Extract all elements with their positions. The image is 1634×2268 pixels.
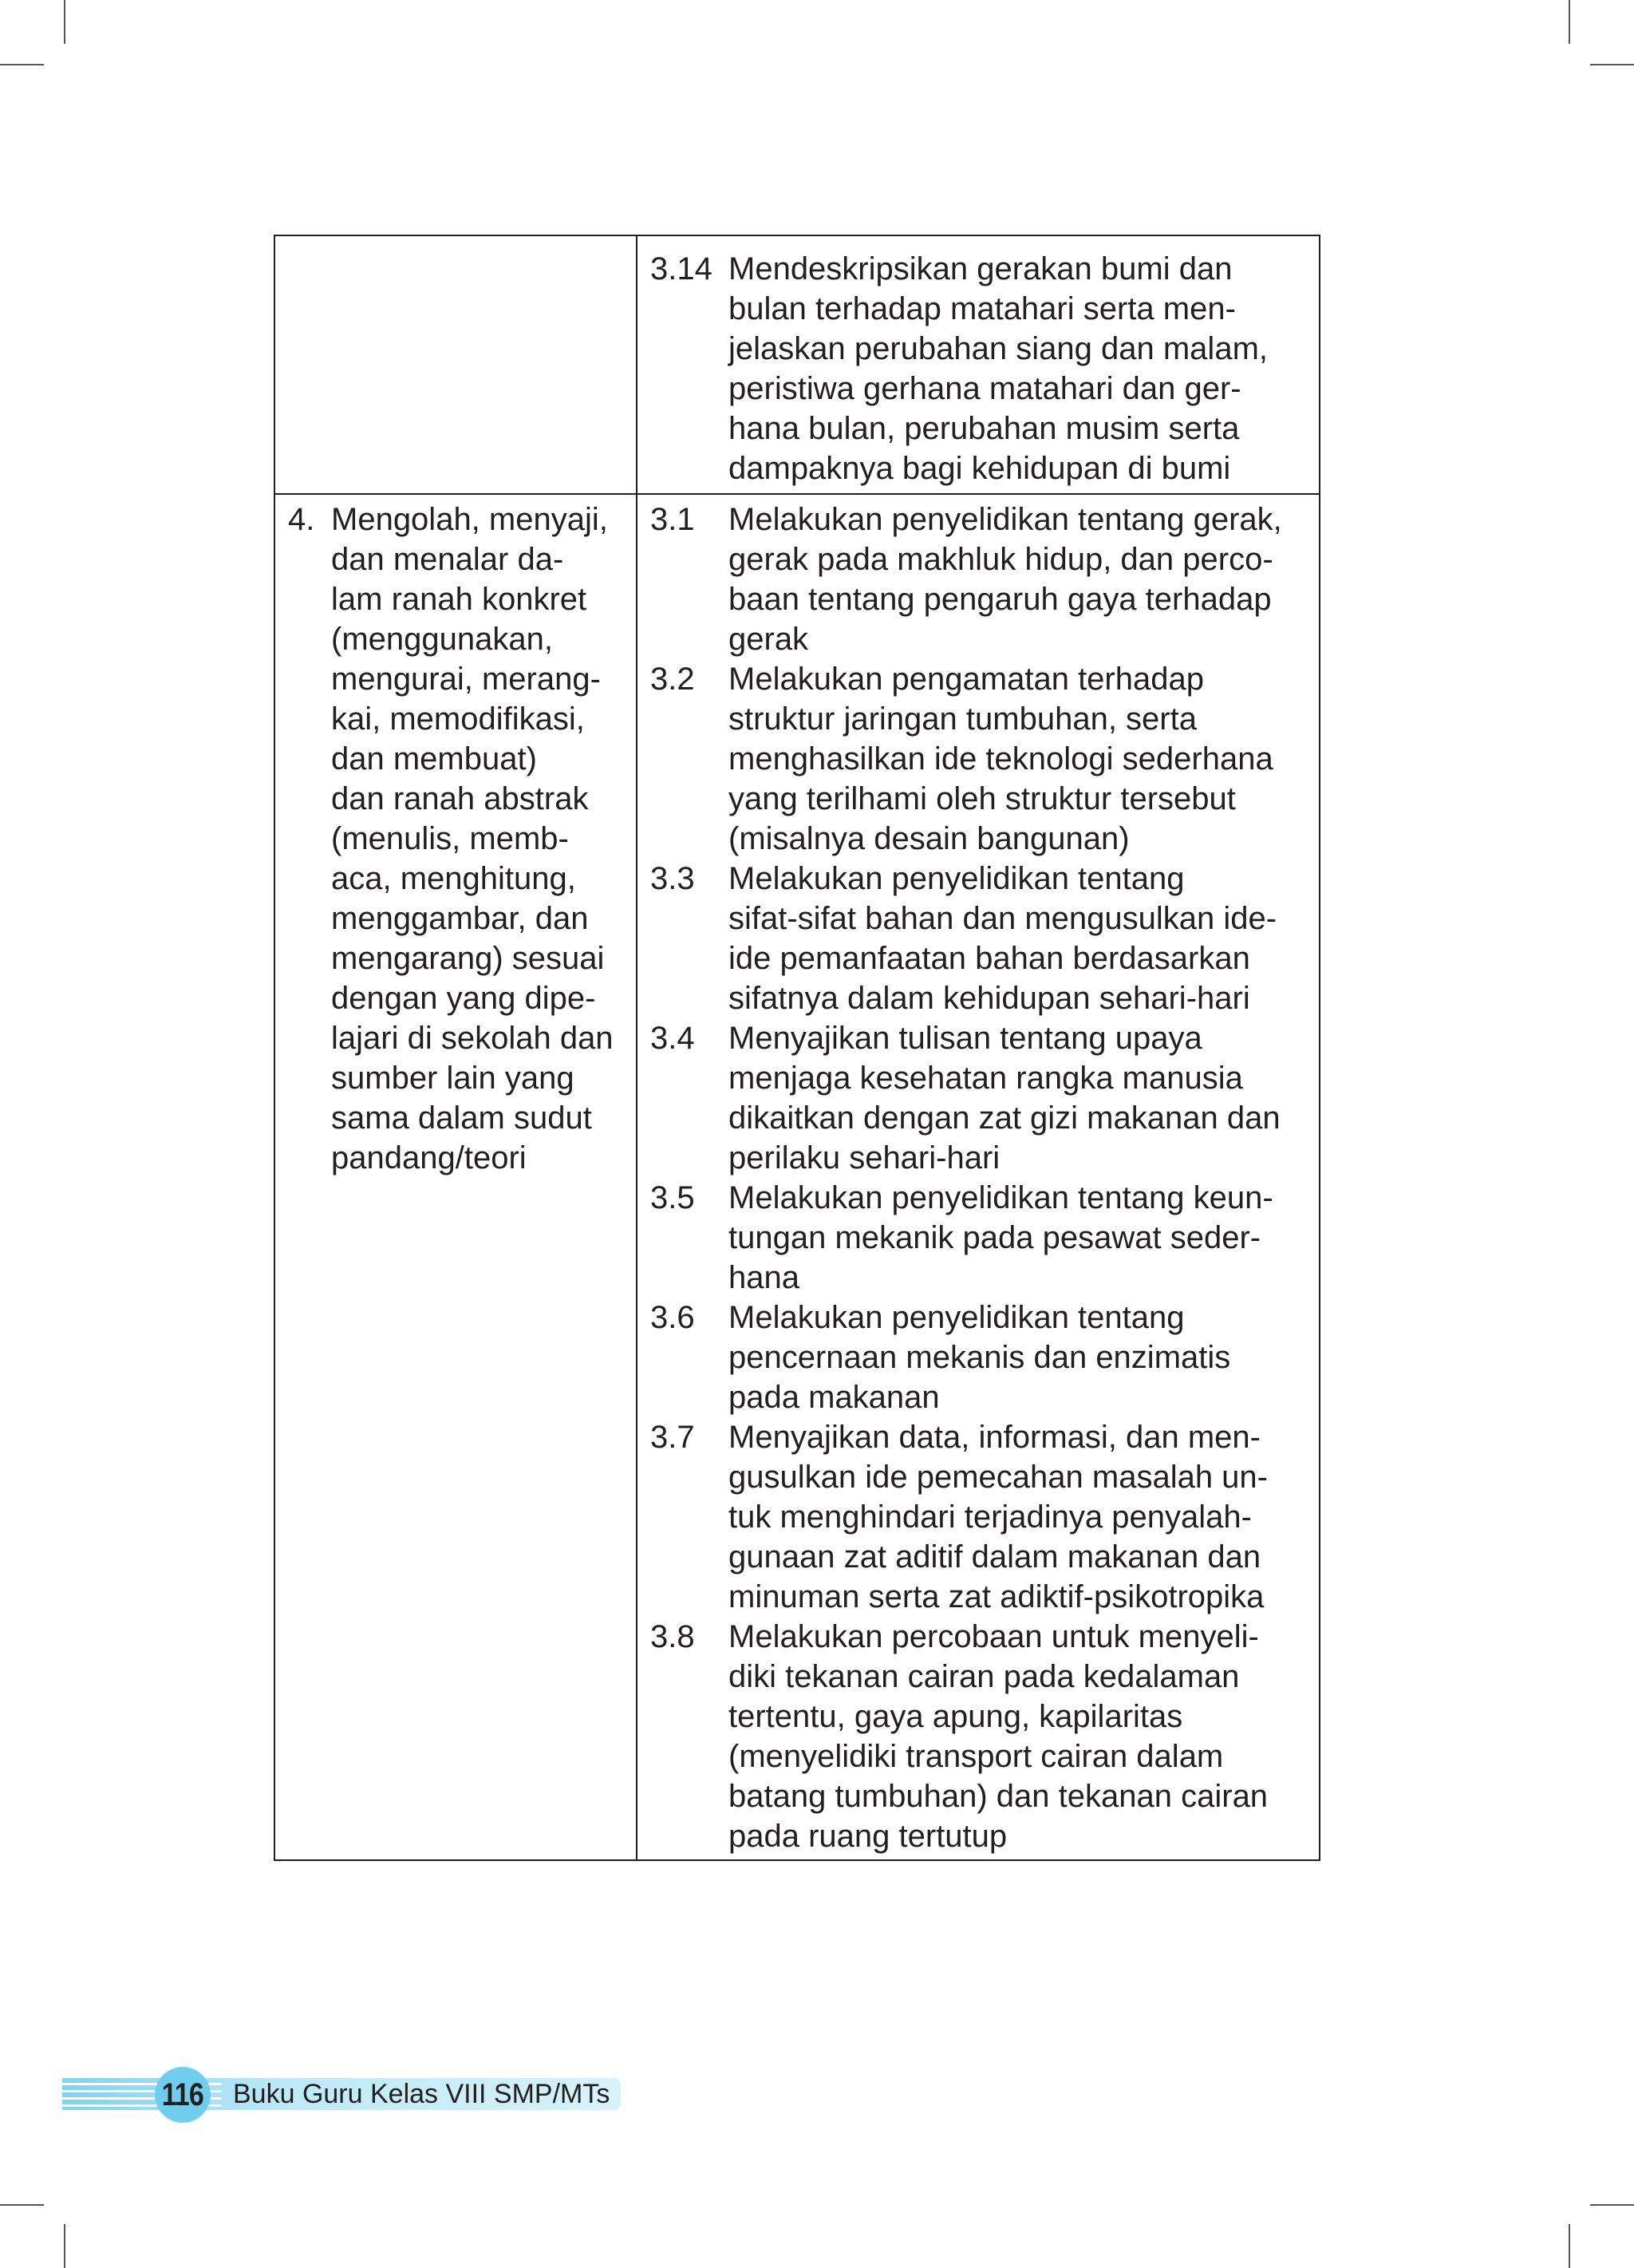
competency-text-line: bulan terhadap matahari serta men- [728,291,1236,326]
core-competency-cell [274,494,637,1860]
competency-text-line: struktur jaringan tumbuhan, serta [728,701,1197,737]
competency-item [650,1617,1311,1856]
competency-number: 3.1 [650,502,695,537]
competency-text-line: aca, menghitung, [331,861,576,896]
competency-text-line: Melakukan penyelidikan tentang keun- [728,1180,1273,1215]
competency-text [728,659,1311,859]
competency-text-line: sifat-sifat bahan dan mengusulkan ide- [728,901,1277,936]
crop-mark-bottom-left-h [0,2204,44,2206]
competency-text-line: Melakukan penyelidikan tentang gerak, [728,502,1282,537]
competency-text-line: gunaan zat aditif dalam makanan dan [728,1539,1261,1575]
competency-text-line: sumber lain yang [331,1061,574,1096]
competency-text [728,859,1311,1018]
competency-text-line: dan membuat) [331,741,537,776]
competency-text [331,500,628,1178]
competency-text-line: (menggunakan, [331,622,553,657]
competency-text-line: dengan yang dipe- [331,981,596,1016]
competency-text-line: tuk menghindari terjadinya penyalah- [728,1499,1252,1535]
competency-text-line: (menyelidiki transport cairan dalam [728,1739,1224,1774]
competency-item [650,1178,1311,1298]
competency-text-line: gusulkan ide pemecahan masalah un- [728,1460,1268,1495]
crop-mark-top-right-h [1590,64,1634,65]
crop-mark-top-left [64,0,65,44]
table-row [274,235,1320,494]
book-title: Buku Guru Kelas VIII SMP/MTs [233,2079,610,2109]
competency-number: 3.6 [650,1300,695,1335]
competency-text-line: menggambar, dan [331,901,589,936]
crop-mark-bottom-right-h [1590,2204,1634,2206]
crop-mark-bottom-right [1569,2224,1570,2268]
competency-item [650,1417,1311,1617]
competency-text-line: batang tumbuhan) dan tekanan cairan [728,1779,1269,1814]
competency-number: 3.3 [650,861,695,896]
competency-text-line: dikaitkan dengan zat gizi makanan dan [728,1100,1281,1136]
competency-text-line: pada ruang tertutup [728,1819,1008,1854]
competency-text [728,500,1311,659]
competency-text-line: hana [728,1260,799,1295]
competency-text-line: lam ranah konkret [331,582,587,617]
competency-text-line: dan ranah abstrak [331,781,589,816]
competency-text-line: Mengolah, menyaji, [331,502,608,537]
competency-text-line: peristiwa gerhana matahari dan ger- [728,371,1241,406]
competency-text-line: menjaga kesehatan rangka manusia [728,1061,1243,1096]
competency-item [650,1298,1311,1417]
competency-number: 3.5 [650,1180,695,1215]
competency-text-line: (menulis, memb- [331,821,569,856]
competency-text-line: Melakukan percobaan untuk menyeli- [728,1619,1259,1654]
competency-text-line: jelaskan perubahan siang dan malam, [728,331,1268,366]
competency-text-line: sifatnya dalam kehidupan sehari-hari [728,981,1250,1016]
competency-text-line: pencernaan mekanis dan enzimatis [728,1340,1231,1375]
page-number-badge [155,2067,211,2123]
competency-number: 3.4 [650,1021,695,1056]
competency-text-line: baan tentang pengaruh gaya terhadap [728,582,1272,617]
competency-text-line: Melakukan penyelidikan tentang [728,1300,1185,1335]
competency-text [728,1298,1311,1417]
competency-item [650,1018,1311,1178]
competency-number: 3.2 [650,662,695,697]
competency-number: 4. [288,502,315,537]
competency-item [650,500,1311,659]
basic-competency-cell [637,235,1320,494]
competency-text [728,1018,1311,1178]
competency-text [728,1617,1311,1856]
competency-text-line: hana bulan, perubahan musim serta [728,411,1240,446]
competency-text-line: lajari di sekolah dan [331,1021,614,1056]
competency-text-line: ide pemanfaatan bahan berdasarkan [728,941,1250,976]
competency-text-line: dampaknya bagi kehidupan di bumi [728,451,1231,486]
competency-text [728,1417,1311,1617]
competency-number: 3.8 [650,1619,695,1654]
competency-text-line: mengarang) sesuai [331,941,605,976]
competency-text-line: pada makanan [728,1380,940,1415]
competency-table [274,235,1320,1861]
competency-text-line: pandang/teori [331,1140,527,1175]
competency-text [728,249,1311,488]
competency-text-line: sama dalam sudut [331,1100,592,1136]
competency-text-line: tungan mekanik pada pesawat seder- [728,1220,1261,1255]
competency-text-line: gerak pada makhluk hidup, dan perco- [728,542,1273,577]
competency-text-line: Menyajikan data, informasi, dan men- [728,1420,1261,1455]
competency-item [650,659,1311,859]
page-footer [62,2067,621,2123]
competency-text-line: Mendeskripsikan gerakan bumi dan [728,251,1233,286]
competency-number: 3.14 [650,251,712,286]
competency-text-line: dan menalar da- [331,542,564,577]
crop-mark-top-right [1569,0,1570,44]
competency-text-line: yang terilhami oleh struktur tersebut [728,781,1236,816]
crop-mark-bottom-left [64,2224,65,2268]
competency-item [288,500,628,1178]
competency-number: 3.7 [650,1420,695,1455]
competency-text-line: perilaku sehari-hari [728,1140,1001,1175]
basic-competency-cell [637,494,1320,1860]
competency-item [650,249,1311,488]
competency-text-line: mengurai, merang- [331,662,601,697]
competency-text-line: (misalnya desain bangunan) [728,821,1130,856]
competency-text-line: gerak [728,622,809,657]
competency-text [728,1178,1311,1298]
page-number: 116 [161,2076,204,2112]
competency-text-line: Melakukan pengamatan terhadap [728,662,1204,697]
competency-item [650,859,1311,1018]
competency-text-line: tertentu, gaya apung, kapilaritas [728,1699,1183,1734]
core-competency-cell-empty [274,235,637,494]
competency-text-line: menghasilkan ide teknologi sederhana [728,741,1273,776]
competency-text-line: minuman serta zat adiktif-psikotropika [728,1579,1265,1614]
competency-text-line: kai, memodifikasi, [331,701,585,737]
crop-mark-top-left-h [0,64,44,65]
competency-text-line: Menyajikan tulisan tentang upaya [728,1021,1202,1056]
competency-text-line: Melakukan penyelidikan tentang [728,861,1185,896]
competency-text-line: diki tekanan cairan pada kedalaman [728,1659,1240,1694]
table-row [274,494,1320,1860]
